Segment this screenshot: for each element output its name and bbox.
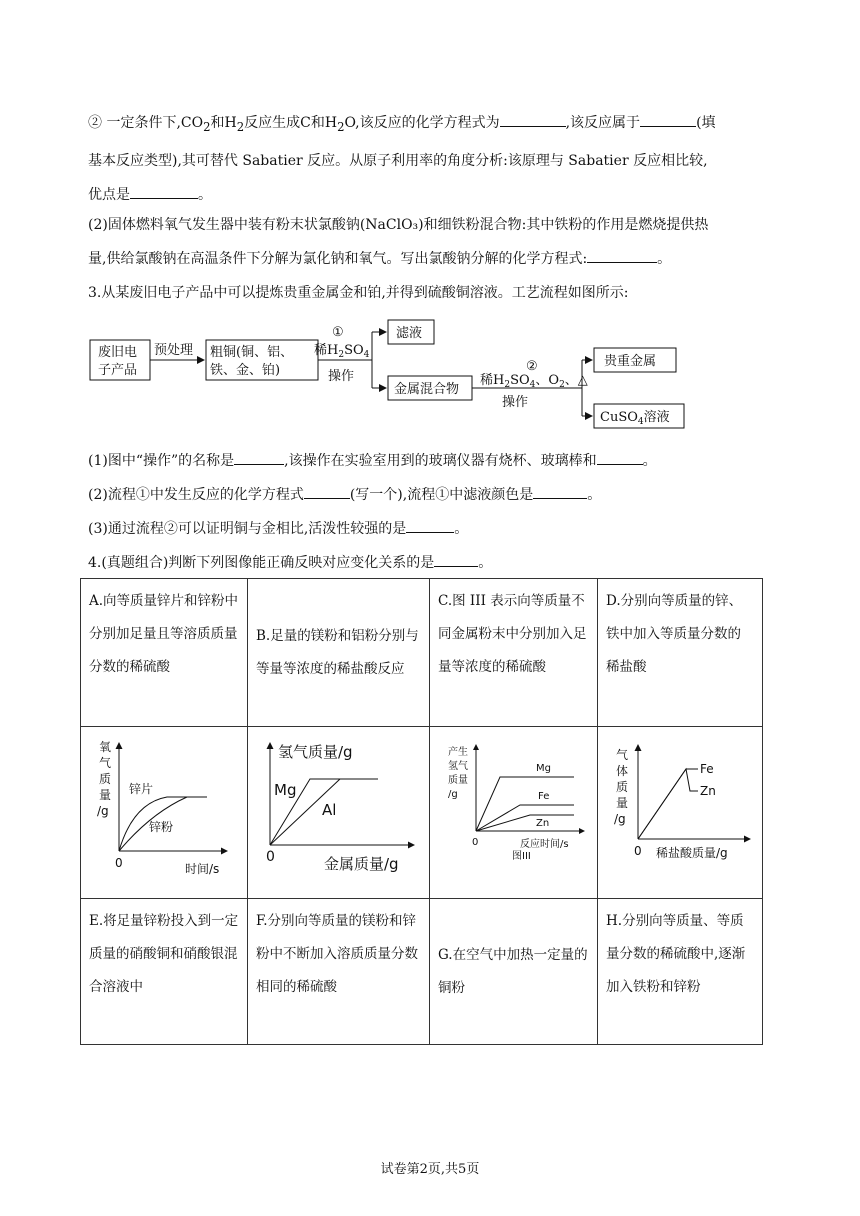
- flow-step1-num: ①: [332, 325, 344, 340]
- q2-item2-line2: 基本反应类型),其可替代 Sabatier 反应。从原子利用率的角度分析:该原理与 Sabatier 反应相比较,: [88, 152, 708, 169]
- graph-d-ylabel-2: 体: [616, 764, 629, 778]
- q2-item2: [88, 106, 778, 212]
- graph-d-ylabel-1: 气: [616, 748, 629, 762]
- answer-blank[interactable]: [533, 484, 587, 499]
- graph-b-series-mg: Mg: [274, 781, 297, 799]
- graph-d-ylabel-5: /g: [614, 812, 626, 826]
- flow-step1-reagent: 稀$H_2SO_4$: [314, 343, 370, 360]
- graph-a-ylabel-2: 气: [99, 756, 112, 770]
- graph-c-ylabel-4: /g: [448, 789, 458, 800]
- graph-d-ylabel-4: 量: [616, 796, 629, 810]
- graph-d-series-zn: Zn: [700, 784, 716, 798]
- graph-c-series-zn: Zn: [536, 818, 550, 829]
- graph-c-ylabel-3: 质量: [448, 775, 468, 786]
- graph-c-cell: [430, 727, 598, 899]
- q3-p2: (2)流程①中发生反应的化学方程式 (写一个),流程①中滤液颜色是 。: [88, 478, 778, 512]
- graph-d-series-fe: Fe: [700, 762, 714, 776]
- graph-d-origin: 0: [634, 844, 642, 858]
- flow-box2-line1: 粗铜(铜、铝、: [210, 345, 294, 360]
- graph-d-cell: [598, 727, 763, 899]
- answer-blank[interactable]: [597, 450, 643, 465]
- graph-c-xlabel: 反应时间/s: [520, 839, 569, 850]
- flow-step1-operation: 操作: [328, 369, 355, 384]
- graph-a-ylabel-4: 量: [99, 788, 112, 802]
- q3-stem: 3.从某废旧电子产品中可以提炼贵重金属金和铂,并得到硫酸铜溶液。工艺流程如图所示:: [88, 285, 629, 301]
- graph-d-ylabel-3: 质: [616, 780, 629, 794]
- graph-c: [438, 733, 589, 879]
- flow-metal-mixture: 金属混合物: [394, 382, 460, 397]
- graph-c-caption: 图III: [512, 851, 531, 862]
- flow-filtrate: 滤液: [396, 326, 423, 341]
- answer-blank[interactable]: [640, 112, 696, 127]
- graph-a-series-zinc-sheet: 锌片: [129, 782, 154, 796]
- graph-b-origin: 0: [266, 849, 275, 865]
- graph-a-cell: [81, 727, 248, 899]
- page-footer: 试卷第2页,共5页: [380, 1162, 480, 1177]
- answer-blank[interactable]: [304, 484, 350, 499]
- q2-item2-line3: 优点是 。: [88, 178, 778, 212]
- flow-box1-line2: 子产品: [98, 363, 138, 378]
- flow-arrow1-label: 预处理: [154, 343, 194, 358]
- option-c-text: C.图 III 表示向等质量不同金属粉末中分别加入足量等浓度的稀硫酸: [430, 579, 598, 727]
- process-flow-diagram: [88, 318, 708, 436]
- option-g-text: G.在空气中加热一定量的铜粉: [430, 899, 598, 1045]
- q3-p3: (3)通过流程②可以证明铜与金相比,活泼性较强的是 。: [88, 512, 778, 546]
- answer-blank[interactable]: [434, 552, 478, 567]
- q2-item2-line1: ② 一定条件下$,CO_2$和$H_2$反应生成C和$H_2O$,该反应的化学方程式为 ,该反应属于 (填: [88, 106, 778, 144]
- graph-a-xlabel: 时间/s: [185, 862, 220, 876]
- graph-c-series-fe: Fe: [538, 791, 550, 802]
- answer-blank[interactable]: [587, 248, 657, 263]
- graph-c-origin: 0: [472, 837, 479, 848]
- graph-b-cell: [248, 727, 430, 899]
- flow-box1-line1: 废旧电: [98, 345, 138, 360]
- graph-b-series-al: Al: [322, 801, 337, 819]
- answer-blank[interactable]: [406, 518, 454, 533]
- q3-p1: (1)图中“操作”的名称是 ,该操作在实验室用到的玻璃仪器有烧杯、玻璃棒和 。: [88, 444, 778, 478]
- flow-cuso4-solution: CuSO$_4$溶液: [600, 410, 670, 427]
- option-f-text: F.分别向等质量的镁粉和锌粉中不断加入溶质质量分数相同的稀硫酸: [248, 899, 430, 1045]
- graph-b: [256, 733, 421, 879]
- q3-subquestions: [88, 444, 778, 546]
- graph-c-series-mg: Mg: [536, 763, 551, 774]
- option-b-text: B.足量的镁粉和铝粉分别与等量等浓度的稀盐酸反应: [248, 579, 430, 727]
- options-table: [80, 578, 763, 1045]
- answer-blank[interactable]: [234, 450, 284, 465]
- graph-a-ylabel-3: 质: [99, 772, 112, 786]
- option-e-text: E.将足量锌粉投入到一定质量的硝酸铜和硝酸银混合溶液中: [81, 899, 248, 1045]
- answer-blank[interactable]: [130, 184, 198, 199]
- graph-c-ylabel-1: 产生: [448, 747, 468, 758]
- option-d-text: D.分别向等质量的锌、铁中加入等质量分数的稀盐酸: [598, 579, 763, 727]
- graph-a-origin: 0: [115, 856, 123, 870]
- graph-a-ylabel-1: 氧: [99, 740, 112, 754]
- q4-stem: 4.(真题组合)判断下列图像能正确反映对应变化关系的是 。: [88, 546, 778, 580]
- graph-a: [89, 733, 239, 879]
- graph-c-ylabel-2: 氢气: [448, 761, 468, 772]
- graph-b-xlabel: 金属质量/g: [324, 855, 399, 873]
- graph-a-series-zinc-powder: 锌粉: [149, 820, 174, 834]
- q2-part2: (2)固体燃料氧气发生器中装有粉末状氯酸钠(NaClO₃)和细铁粉混合物:其中铁粉的作用是燃烧提供热 量,供给氯酸钠在高温条件下分解为氯化钠和氧气。写出氯酸钠分解的化学方程式: 。: [88, 217, 709, 267]
- flow-box2-line2: 铁、金、铂): [210, 363, 281, 378]
- option-h-text: H.分别向等质量、等质量分数的稀硫酸中,逐渐加入铁粉和锌粉: [598, 899, 763, 1045]
- option-a-text: A.向等质量锌片和锌粉中分别加足量且等溶质质量分数的稀硫酸: [81, 579, 248, 727]
- graph-b-ylabel: 氢气质量/g: [278, 743, 353, 761]
- answer-blank[interactable]: [500, 112, 566, 127]
- flow-step2-operation: 操作: [502, 395, 529, 410]
- graph-a-ylabel-5: /g: [97, 804, 109, 818]
- graph-d-xlabel: 稀盐酸质量/g: [656, 846, 728, 860]
- graph-d: [606, 733, 754, 879]
- flow-step2-num: ②: [526, 359, 538, 374]
- flow-precious-metals: 贵重金属: [604, 354, 657, 369]
- flow-step2-reagent: 稀$H_2SO_4$、$O_2$、△: [480, 373, 588, 390]
